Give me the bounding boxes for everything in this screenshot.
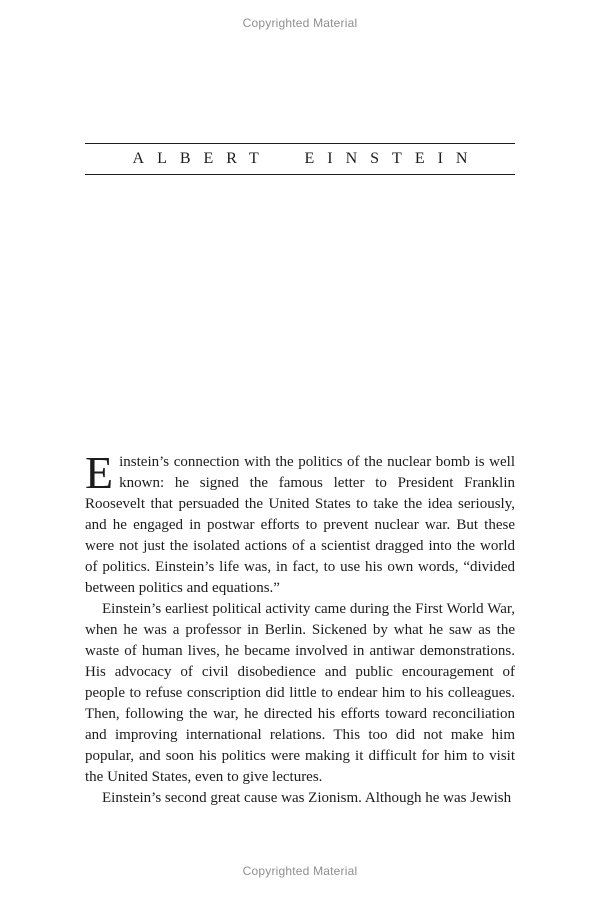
page-body	[85, 447, 515, 809]
book-title: ALBERT EINSTEIN	[132, 150, 481, 167]
copyright-notice-bottom: Copyrighted Material	[242, 864, 358, 878]
copyright-notice-top: Copyrighted Material	[242, 16, 358, 30]
paragraph-second: Einstein’s earliest political activity came during the First World War, when he was a professor in Berlin. Sickened by what he saw as the waste of human lives, he became involved in antiwar demonstrations. His advocacy of civil disobedience and public encouragement of people to refuse conscription did little to endear him to his colleagues. Then, following the war, he directed his efforts toward reconciliation and improving international relations. This too did not make him popular, and soon his politics were making it difficult for him to visit the United States, even to give lectures.	[85, 601, 515, 785]
paragraph-first-text: instein’s connection with the politics of the nuclear bomb is well known: he signed the famous letter to President Franklin Roosevelt that persuaded the United States to take the idea seriously, and he engaged in postwar efforts to prevent nuclear war. But these were not just the isolated actions of a scientist dragged into the world of politics. Einstein’s life was, in fact, to use his own words, “divided between politics and equations.”	[85, 454, 515, 596]
paragraph-third: Einstein’s second great cause was Zionism. Although he was Jewish	[102, 790, 512, 806]
drop-cap: E	[85, 447, 114, 498]
paragraph-first	[85, 447, 515, 599]
chapter-header	[85, 143, 515, 175]
